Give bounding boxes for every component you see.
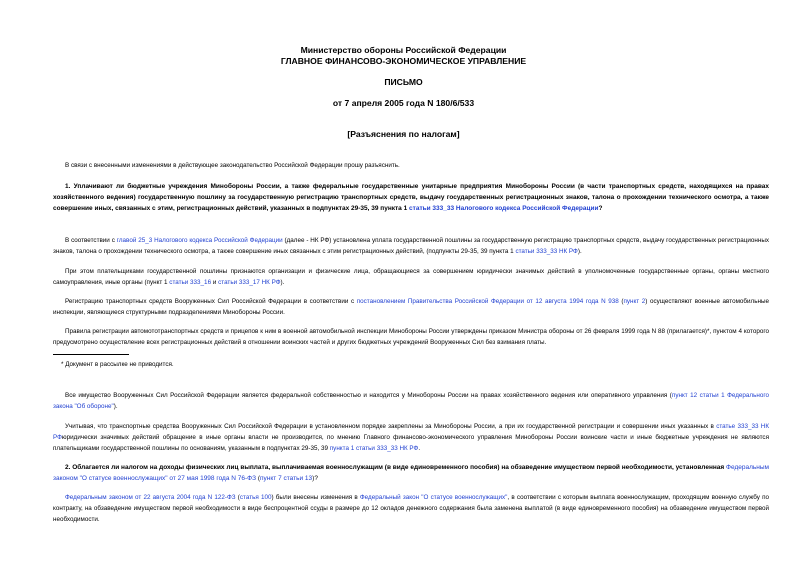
text-run: и	[211, 279, 219, 286]
text-run: (	[256, 475, 261, 482]
answer-paragraph-7	[53, 492, 769, 525]
link-defense-law-item-12[interactable]: пункт 12 статьи 1 Федерального закона "Об обороне"	[53, 392, 770, 410]
link-article-333-16[interactable]: статьи 333_16	[169, 279, 212, 286]
department-title: ГЛАВНОЕ ФИНАНСОВО-ЭКОНОМИЧЕСКОЕ УПРАВЛЕНИЕ	[280, 56, 527, 66]
answer-paragraph-4: Правила регистрации автомототранспортных средств и прицепов к ним в военной автомобильной инспекции Минобороны России утверждены приказом Министра обороны от 26 февраля 1999 года N 88 (прилагается)*, пунктом 4 которого предусмотрено осуществление всех регистрационных действий в отношении воинских частей и других бюджетных учреждений Вооруженных Сил без взимания платы.	[53, 328, 769, 346]
link-article-333-33[interactable]: статьи 333_33 НК РФ	[515, 248, 578, 255]
text-run: ).	[113, 403, 118, 410]
text-run: Все имущество Вооруженных Сил Российской Федерации является федеральной собственностью и находится у Минобороны России на правах хозяйственного ведения или оперативного управления (	[65, 392, 672, 399]
answer-paragraph-2	[53, 266, 769, 288]
intro-paragraph: В связи с внесенными изменениями в действующее законодательство Российской Федерации прошу разъяснить.	[65, 162, 400, 169]
text-run: )?	[312, 475, 318, 482]
question-1	[53, 181, 769, 214]
answer-paragraph-5	[53, 390, 769, 412]
link-chapter-25-3[interactable]: главой 25_3 Налогового кодекса Российской Федерации	[116, 237, 283, 244]
ministry-title: Министерство обороны Российской Федерации	[300, 45, 507, 55]
link-item-7-article-13[interactable]: пункт 7 статьи 13	[260, 475, 313, 482]
question-2	[53, 462, 769, 484]
document-subject: [Разъяснения по налогам]	[347, 129, 460, 139]
text-run: (	[618, 298, 624, 305]
text-run: .	[418, 445, 421, 452]
text-run: При этом плательщиками государственной пошлины признаются организации и физические лица, обращающиеся за совершением юридически значимых действий в уполномоченные государственные органы, органы местного самоуправления, иные органы (пункт 1	[53, 268, 769, 286]
answer-paragraph-6	[53, 421, 769, 454]
link-military-status-law[interactable]: Федеральный закон "О статусе военнослужащих"	[359, 494, 508, 501]
document-date-number: от 7 апреля 2005 года N 180/6/533	[332, 98, 475, 108]
footnote: * Документ в рассылке не приводится.	[61, 361, 174, 368]
text-run: ).	[577, 248, 582, 255]
text-run: ) осуществляют военные автомобильные инспекции, являющиеся структурными подразделениями Минобороны России.	[53, 298, 769, 316]
text-run: (	[235, 494, 240, 501]
text-run: Учитывая, что транспортные средства Вооруженных Сил Российской Федерации в установленном порядке закреплены за Минобороны России, а при их государственной регистрации и совершении иных указанных в	[65, 423, 717, 430]
link-article-333-17[interactable]: статьи 333_17 НК РФ	[218, 279, 281, 286]
link-tax-code-333-33[interactable]: статьи 333_33 Налогового кодекса Российской Федерации	[409, 205, 599, 212]
link-item-1-article-333-33[interactable]: пункта 1 статьи 333_33 НК РФ	[329, 445, 419, 452]
link-government-decree-938[interactable]: постановлением Правительства Российской Федерации от 12 августа 1994 года N 938	[356, 298, 619, 305]
footnote-divider	[53, 354, 129, 355]
text-run: юридически значимых действий обращение в иные органы власти не производится, по мнению Главного финансово-экономического управления Минобороны России воинские части и иные бюджетные учреждения не являются плательщиками государственной пошлины по основаниям, указанным в подпунктах 29-35, 39	[53, 434, 769, 452]
link-item-2[interactable]: пункт 2	[623, 298, 646, 305]
text-run: (далее - НК РФ) установлена уплата государственной пошлины за государственную регистрацию транспортных средств, выдачу государственных регистрационных знаков, талона о прохождении технического осмотра, а также совершение иных связанных с этим регистрационных действий, (подпункты 29-35, 39 пункта 1	[53, 237, 770, 255]
question-1-tail: ?	[598, 205, 603, 212]
text-run: ).	[280, 279, 285, 286]
link-military-status-law-76fz[interactable]: Федеральным законом "О статусе военнослужащих" от 27 мая 1998 года N 76-ФЗ	[53, 464, 769, 482]
text-run: Регистрацию транспортных средств Вооруженных Сил Российской Федерации в соответствии с	[65, 298, 357, 305]
answer-paragraph-1	[53, 235, 769, 257]
text-run: , в соответствии с которым выплата военнослужащим, проходящим военную службу по контракту, на обзаведение имуществом первой необходимости в виде беспроцентной ссуды в размере до 12 окладов денежного содержания была заменена выплатой (в виде единовременного пособия) на обзаведение имуществом первой необходимости.	[53, 494, 769, 523]
text-run: 2. Облагается ли налогом на доходы физических лиц выплата, выплачиваемая военнослужащим (в виде единовременного пособия) на обзаведение имуществом первой необходимости, установленная	[65, 464, 727, 471]
question-1-text: 1. Уплачивают ли бюджетные учреждения Минобороны России, а также федеральные государственные унитарные предприятия Минобороны России (в части транспортных средств, находящихся на правах хозяйственного ведения) государственную пошлину за государственную регистрацию транспортных средств, выдачу государственных регистрационных знаков, талона о прохождении технического осмотра, а также совершение иных, связанных с этим, регистрационных действий, указанных в подпунктах 29-35, 39 пункта 1	[53, 183, 769, 212]
text-run: ) были внесены изменения в	[271, 494, 360, 501]
link-article-333-33-nk[interactable]: статье 333_33 НК РФ	[53, 423, 770, 441]
text-run: В соответствии с	[65, 237, 117, 244]
document-type: ПИСЬМО	[384, 77, 423, 87]
link-federal-law-122fz[interactable]: Федеральным законом от 22 августа 2004 года N 122-ФЗ	[65, 494, 236, 501]
answer-paragraph-3	[53, 296, 769, 318]
link-article-100[interactable]: статья 100	[239, 494, 272, 501]
